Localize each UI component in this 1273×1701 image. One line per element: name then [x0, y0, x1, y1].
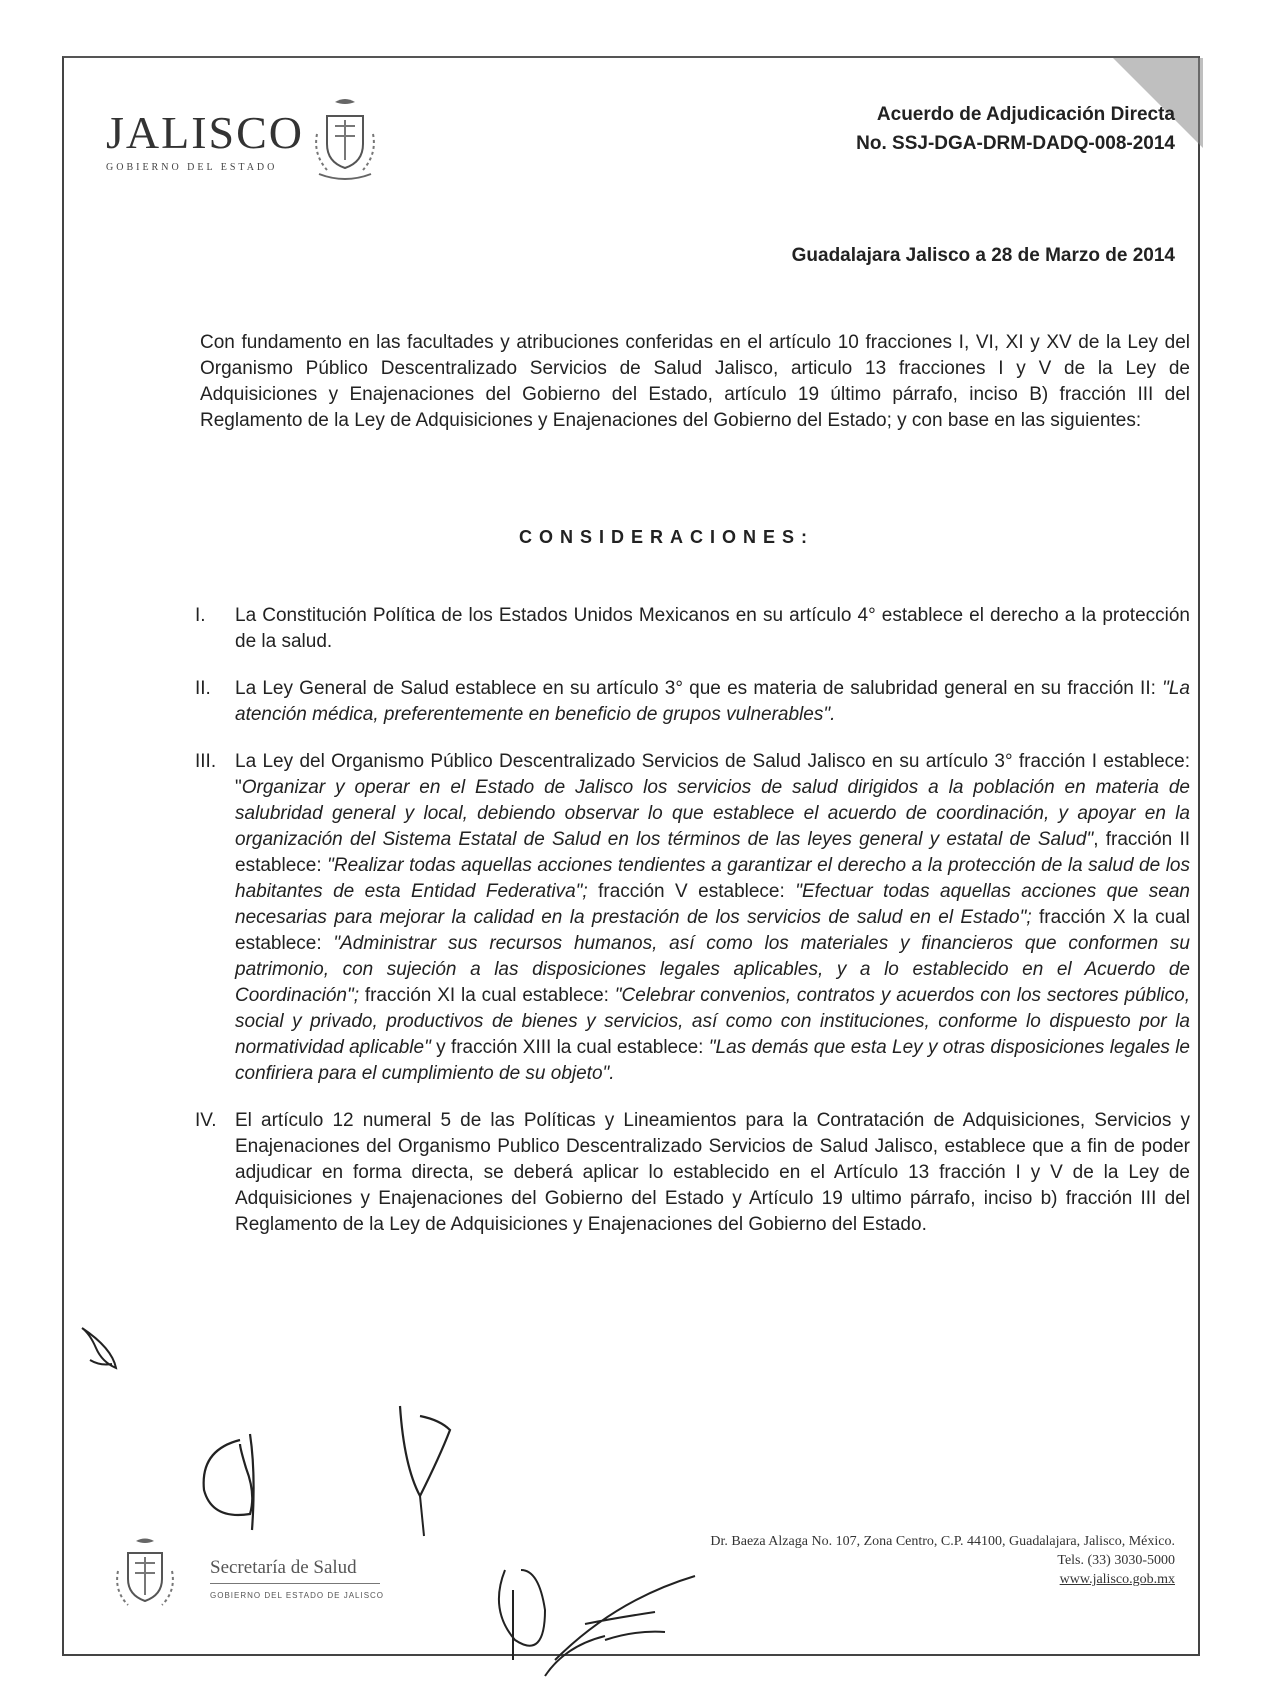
footer-address [710, 1532, 1175, 1589]
logo-wordmark: JALISCO [106, 107, 305, 158]
consideration-item [195, 603, 1190, 655]
quoted-text: "Las demás que esta Ley y otras disposiciones legales le confiriera para el cumplimiento de su objeto". [235, 1037, 1190, 1084]
item-text-segment: fracción V establece: [587, 881, 796, 902]
quoted-text: "Efectuar todas aquellas acciones que sean necesarias para mejorar la calidad en la prestación de los servicios de salud en el Estado"; [235, 881, 1190, 928]
item-text-segment: El artículo 12 numeral 5 de las Políticas y Lineamientos para la Contratación de Adquisiciones, Servicios y Enajenaciones del Organismo Publico Descentralizado Servicios de Salud Jalisco, establece que a fin de poder adjudicar en forma directa, se deberá aplicar lo establecido en el Artículo 13 fracción I y V de la Ley de Adquisiciones y Enajenaciones del Gobierno del Estado y Artículo 19 ultimo párrafo, inciso b) fracción III del Reglamento de la Ley de Adquisiciones y Enajenaciones del Gobierno del Estado. [235, 1110, 1190, 1235]
secretaria-name: Secretaría de Salud [210, 1557, 357, 1578]
coat-of-arms-icon [305, 94, 385, 184]
website-link[interactable]: www.jalisco.gob.mx [1059, 1572, 1175, 1587]
coat-of-arms-icon [110, 1535, 180, 1620]
intro-paragraph: Con fundamento en las facultades y atribuciones conferidas en el artículo 10 fracciones I, VI, XI y XV de la Ley del Organismo Público Descentralizado Servicios de Salud Jalisco, articulo 13 fracciones I y V de la Ley de Adquisiciones y Enajenaciones del Gobierno del Estado, artículo 19 último párrafo, inciso B) fracción III del Reglamento de la Ley de Adquisiciones y Enajenaciones del Gobierno del Estado; y con base en las siguientes: [200, 332, 1190, 431]
handwritten-signature [390, 1400, 460, 1550]
item-number: II. [195, 678, 211, 699]
secretaria-subtitle: GOBIERNO DEL ESTADO DE JALISCO [210, 1591, 385, 1600]
item-number: I. [195, 605, 206, 626]
item-text-segment: y fracción XIII la cual establece: [430, 1037, 709, 1058]
item-text-segment: La Ley del Organismo Público Descentralizado Servicios de Salud Jalisco en su artículo 3° fracción I establece: " [235, 751, 1190, 798]
phone-line: Tels. (33) 3030-5000 [1057, 1553, 1175, 1568]
handwritten-signature [485, 1560, 705, 1680]
address-line: Dr. Baeza Alzaga No. 107, Zona Centro, C.P. 44100, Guadalajara, Jalisco, México. [710, 1534, 1175, 1549]
document-number: No. SSJ-DGA-DRM-DADQ-008-2014 [856, 133, 1175, 154]
item-text-segment: , fracción II establece: [235, 829, 1191, 876]
quoted-text: Organizar y operar en el Estado de Jalisco los servicios de salud dirigidos a la población en materia de salubridad general y local, debiendo observar lo que establece el acuerdo de coordinación, y apoyar en la organización del Sistema Estatal de Salud en los términos de las leyes general y estatal de Salud" [235, 777, 1190, 850]
consideration-item [195, 749, 1190, 1087]
section-title: CONSIDERACIONES: [518, 527, 814, 547]
logo-subtitle: GOBIERNO DEL ESTADO [106, 162, 278, 173]
quoted-text: "Celebrar convenios, contratos y acuerdos con los sectores público, social y privado, productivos de bienes y servicios, así como con instituciones, conforme lo dispuesto por la normatividad aplicable" [235, 985, 1190, 1058]
item-number: III. [195, 751, 217, 772]
handwritten-initial [70, 1318, 130, 1378]
consideration-item [195, 1108, 1190, 1238]
secretaria-logo [100, 1535, 420, 1625]
quoted-text: "Realizar todas aquellas acciones tendientes a garantizar el derecho a la protección de la salud de los habitantes de esta Entidad Federativa"; [235, 855, 1190, 902]
item-text-segment: fracción X la cual establece: [235, 907, 1190, 954]
item-number: IV. [195, 1110, 217, 1131]
consideration-item [195, 676, 1190, 728]
item-text [235, 603, 1190, 655]
item-text-segment: La Ley General de Salud establece en su artículo 3° que es materia de salubridad general en su fracción II: [235, 678, 1163, 699]
jalisco-logo [100, 100, 400, 190]
item-text-segment: fracción XI la cual establece: [358, 985, 615, 1006]
document-header [856, 100, 1175, 158]
quoted-text: "Administrar sus recursos humanos, así como los materiales y financieros que conformen su patrimonio, con sujeción a las disposiciones legales aplicables, y a lo establecido en el Acuerdo de Coordinación"; [235, 933, 1190, 1006]
item-text [235, 676, 1190, 728]
item-text [235, 749, 1190, 1087]
item-text-segment: La Constitución Política de los Estados Unidos Mexicanos en su artículo 4° establece el derecho a la protección de la salud. [235, 605, 1190, 652]
quoted-text: "La atención médica, preferentemente en beneficio de grupos vulnerables". [235, 678, 1190, 725]
considerations-list [195, 603, 1190, 1259]
item-text [235, 1108, 1190, 1238]
document-date: Guadalajara Jalisco a 28 de Marzo de 2014 [791, 245, 1175, 266]
divider [210, 1583, 380, 1584]
document-title: Acuerdo de Adjudicación Directa [876, 104, 1175, 125]
handwritten-signature [190, 1420, 300, 1540]
